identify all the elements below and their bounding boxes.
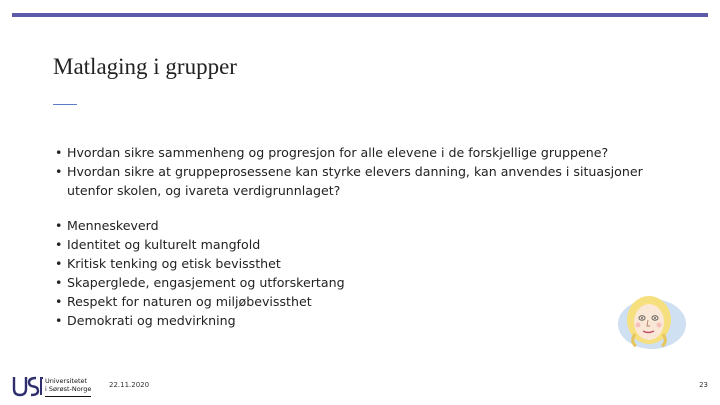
title-underline: [53, 104, 77, 105]
page-number: 23: [699, 381, 708, 389]
question-list: [53, 143, 673, 200]
list-item: • Hvordan sikre sammenheng og progresjon for alle elevene i de forskjellige gruppene?: [53, 143, 673, 162]
list-item: • Hvordan sikre at gruppeprosessene kan styrke elevers danning, kan anvendes i situasjoner utenfor skolen, og ivareta verdigrunnlaget?: [53, 162, 673, 200]
list-item: • Skaperglede, engasjement og utforskertang: [53, 273, 673, 292]
slide-title: Matlaging i grupper: [53, 54, 237, 79]
logo-line-2: i Sørøst-Norge: [45, 385, 92, 393]
usn-logo: [12, 374, 44, 402]
values-list: [53, 216, 673, 330]
logo-underline: [45, 396, 91, 397]
university-name: [45, 377, 91, 393]
list-item: • Kritisk tenking og etisk bevissthet: [53, 254, 673, 273]
logo-line-1: Universitetet: [45, 377, 88, 385]
footer-date: 22.11.2020: [109, 381, 150, 389]
list-item: • Identitet og kulturelt mangfold: [53, 235, 673, 254]
illustrated-face-icon: [616, 294, 688, 350]
top-accent-bar: [12, 13, 708, 17]
list-item: • Demokrati og medvirkning: [53, 311, 673, 330]
list-item: • Respekt for naturen og miljøbevissthet: [53, 292, 673, 311]
list-item: • Menneskeverd: [53, 216, 673, 235]
